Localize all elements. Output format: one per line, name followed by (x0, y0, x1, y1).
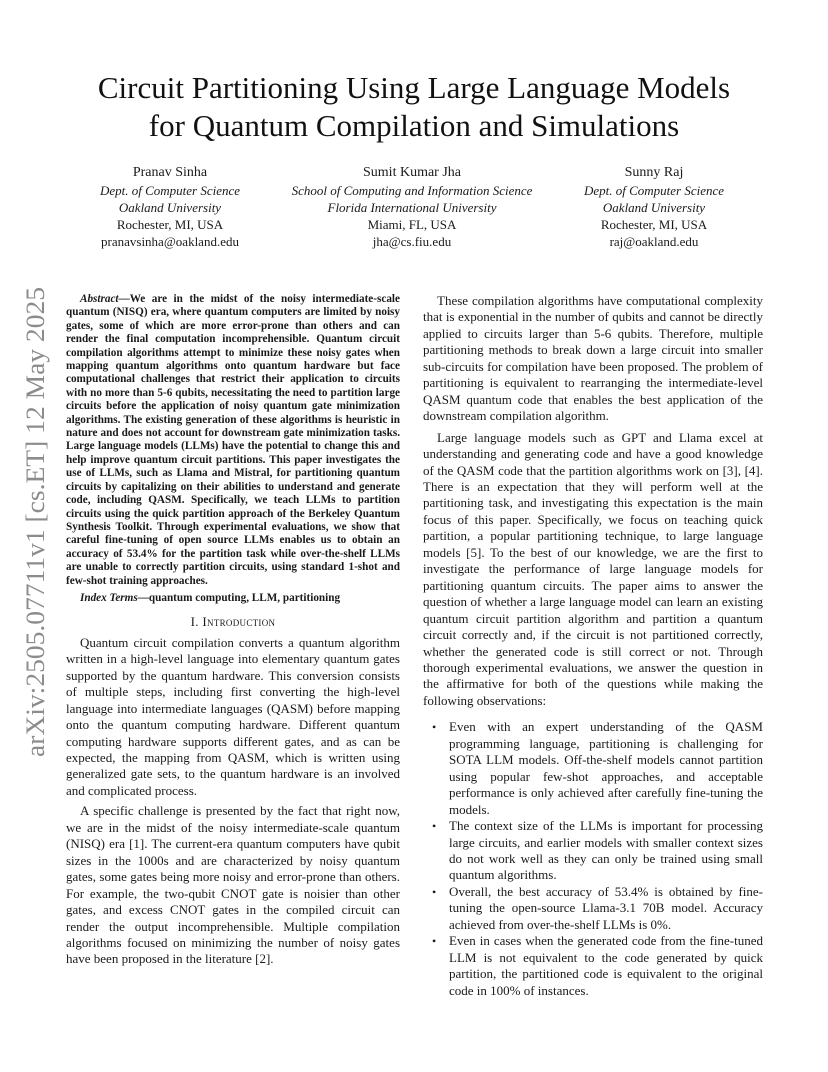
author-dept: School of Computing and Information Science (291, 183, 533, 198)
body-paragraph-2: Large language models such as GPT and Llama excel at understanding and generating code and have a good knowledge of the QASM code that the partition algorithms work on [3], [4]. There is an expectation that they will perform well at the partitioning task, and investigating this expectation is the main focus of this paper. Specifically, we focus on teaching quick partition, a popular partitioning technique, to large language models [5]. To the best of our knowledge, we are the first to investigate the performance of large language models for partitioning quantum circuits. The paper aims to answer the question of whether a large language model can learn an existing quantum circuit partition algorithm and partition a quantum circuit correctly and, if the circuit is not partitioned correctly, whether the generated code is still correct or not. Through thorough experimental evaluations, we answer the question in the affirmative for both of the questions while making the following observations: (423, 429, 763, 708)
author-name: Sumit Kumar Jha (363, 165, 461, 180)
author-place: Rochester, MI, USA (600, 217, 708, 232)
author-name: Pranav Sinha (132, 165, 208, 180)
intro-paragraph-1: Quantum circuit compilation converts a quantum algorithm written in a high-level language into elementary quantum gates supported by the quantum hardware. This conversion consists of multiple steps, including first converting the high-level language into intermediate languages (QASM) before mapping onto the quantum computing hardware. Different quantum computing hardware supports different gates, and as can be expected, the mapping from QASM, which is written using generalized gate sets, to the quantum hardware is an involved and complicated process. (66, 634, 400, 798)
abstract (66, 293, 400, 588)
author-email: raj@oakland.edu (609, 234, 699, 249)
observations-list (423, 719, 763, 999)
author-dept: Dept. of Computer Science (99, 183, 241, 198)
author-org: Florida International University (327, 200, 497, 215)
arxiv-side-identifier (14, 285, 54, 760)
author-2 (272, 164, 552, 250)
author-3 (564, 164, 744, 250)
title-line-2: for Quantum Compilation and Simulations (148, 108, 680, 143)
index-terms-label: Index Terms (80, 591, 138, 604)
right-column (423, 293, 763, 999)
author-place: Miami, FL, USA (367, 217, 457, 232)
intro-paragraph-2: A specific challenge is presented by the fact that right now, we are in the midst of the noisy intermediate-scale quantum (NISQ) era [1]. The current-era quantum computers have qubit sizes in the 1000s and are characterized by noisy quantum gates, some gates being more noisy and error-prone than others. For example, the two-qubit CNOT gate is noisier than other gates, and excess CNOT gates in the compiled circuit can render the output incomprehensible. Multiple compilation algorithms focused on minimizing the number of noisy gates have been proposed in the literature [2]. (66, 803, 400, 967)
author-email: pranavsinha@oakland.edu (101, 234, 239, 249)
list-item: • The context size of the LLMs is important for processing large circuits, and earlier models with smaller context sizes do not work well as they can only be trained using small quantum algorithms. (449, 818, 763, 884)
paper-title (60, 69, 768, 145)
index-terms-text: —quantum computing, LLM, partitioning (137, 591, 341, 604)
index-terms (66, 592, 400, 605)
body-paragraph-1: These compilation algorithms have computational complexity that is exponential in the number of qubits and cannot be directly applied to circuits larger than 5-6 qubits. Therefore, multiple partitioning methods to break down a large circuit into smaller sub-circuits for compilation have been proposed. The problem of partitioning is equivalent to rearranging the intermediate-level QASM quantum code that enables the best application of the downstream compilation algorithm. (423, 293, 763, 424)
section-numeral: I. (190, 614, 199, 630)
left-column (66, 293, 400, 968)
list-item: • Even with an expert understanding of the QASM programming language, partitioning is challenging for SOTA LLM models. Off-the-shelf models cannot partition using popular few-shot approaches, and acceptable performance is only achieved after carefully fine-tuning the models. (449, 719, 763, 818)
list-item: • Even in cases when the generated code from the fine-tuned LLM is not equivalent to the code generated by quick partition, the partitioned code is equivalent to the original code in 100% of instances. (449, 933, 763, 999)
author-dept: Dept. of Computer Science (583, 183, 725, 198)
section-heading-introduction (66, 614, 400, 630)
abstract-text: —We are in the midst of the noisy intermediate-scale quantum (NISQ) era, where quantum computers are limited by noisy gates, some of which are more error-prone than others and can render the final computation incomprehensible. Quantum circuit compilation algorithms attempt to minimize these noisy gates when mapping quantum algorithms onto quantum hardware but face computational challenges that restrict their application to circuits with no more than 5-6 qubits, necessitating the need to partition large circuits before the application of noisy quantum gate minimization algorithms. The existing generation of these algorithms is heuristic in nature and does not account for downstream gate minimization tasks. Large language models (LLMs) have the potential to change this and help improve quantum circuit partitions. This paper investigates the use of LLMs, such as Llama and Mistral, for partitioning quantum circuits by capitalizing on their abilities to understand and generate code, including QASM. Specifically, we teach LLMs to partition circuits using the quick partition approach of the Berkeley Quantum Synthesis Toolkit. Through experimental evaluations, we show that careful fine-tuning of open source LLMs enables us to obtain an accuracy of 53.4% for the partition task while over-the-shelf LLMs are unable to correctly partition circuits, using standard 1-shot and few-shot training approaches. (66, 293, 400, 587)
section-title: Introduction (202, 614, 276, 630)
title-line-1: Circuit Partitioning Using Large Language Models (97, 70, 731, 105)
abstract-label: Abstract (80, 293, 119, 305)
author-1 (80, 164, 260, 250)
author-email: jha@cs.fiu.edu (372, 234, 452, 249)
author-place: Rochester, MI, USA (116, 217, 224, 232)
list-item: • Overall, the best accuracy of 53.4% is obtained by fine-tuning the open-source Llama-3.1 70B model. Accuracy achieved from over-the-shelf LLMs is 0%. (449, 884, 763, 933)
author-org: Oakland University (602, 200, 706, 215)
author-name: Sunny Raj (624, 165, 684, 180)
author-org: Oakland University (118, 200, 222, 215)
arxiv-identifier-text: arXiv:2505.07711v1 [cs.ET] 12 May 2025 (20, 304, 50, 757)
